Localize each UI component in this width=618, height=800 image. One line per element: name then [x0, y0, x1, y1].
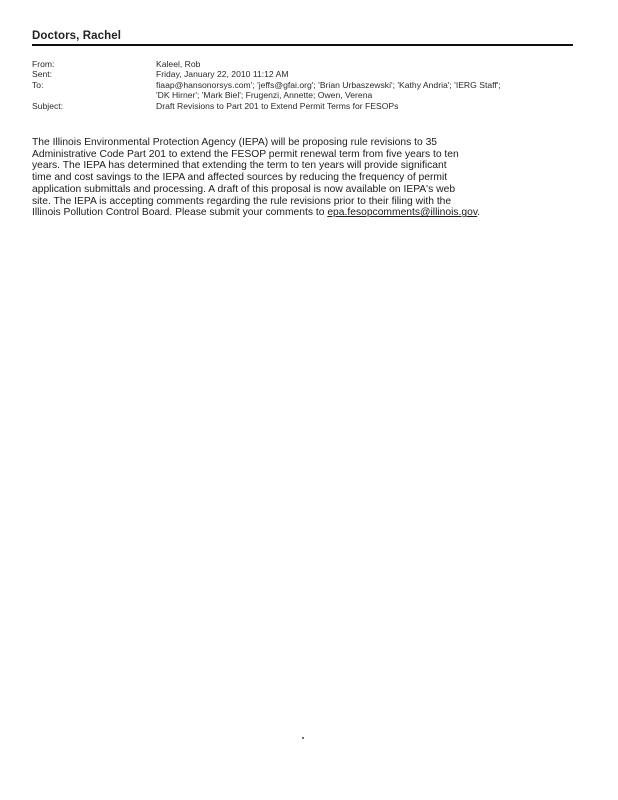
from-label: From:: [32, 59, 55, 69]
comments-email-link[interactable]: epa.fesopcomments@illinois.gov: [327, 207, 478, 219]
sent-row: [32, 69, 577, 79]
body-last-line-text: Illinois Pollution Control Board. Please submit your comments to: [32, 207, 328, 219]
sent-value: Friday, January 22, 2010 11:12 AM: [156, 69, 289, 80]
subject-row: [32, 101, 577, 111]
body-line: The Illinois Environmental Protection Agency (IEPA) will be proposing rule revisions to 35: [32, 137, 438, 148]
email-body: [32, 137, 572, 219]
subject-value: Draft Revisions to Part 201 to Extend Permit Terms for FESOPs: [156, 100, 399, 111]
body-line: application submittals and processing. A draft of this proposal is now available on IEPA's web: [32, 183, 456, 195]
from-value: Kaleel, Rob: [156, 59, 201, 69]
body-line: years. The IEPA has determined that extending the term to ten years will provide significant: [32, 160, 447, 172]
from-row: [32, 59, 577, 69]
scan-dot-mark: [302, 737, 304, 739]
body-line: site. The IEPA is accepting comments regarding the rule revisions prior to their filing with the: [32, 195, 452, 207]
to-recipients-line: fiaap@hansonorsys.com'; 'jeffs@gfai.org'; 'Brian Urbaszewski'; 'Kathy Andria'; 'IERG Staff';: [156, 79, 501, 90]
to-row: [32, 80, 577, 101]
header-divider: [32, 44, 573, 46]
sent-label: Sent:: [32, 69, 53, 80]
email-headers: [32, 59, 577, 111]
to-recipients-line: 'DK Hirner'; 'Mark Biel'; Frugenzi, Annette; Owen, Verena: [156, 90, 373, 101]
sender-name: Doctors, Rachel: [32, 30, 122, 42]
body-line: time and cost savings to the IEPA and affected sources by reducing the frequency of permit: [32, 172, 448, 184]
body-line: Administrative Code Part 201 to extend the FESOP permit renewal term from five years to ten: [32, 148, 459, 160]
subject-label: Subject:: [32, 100, 64, 111]
to-label: To:: [32, 79, 44, 90]
body-line-last: [32, 207, 572, 219]
to-value: [156, 80, 577, 101]
body-last-line-end: .: [477, 207, 481, 219]
